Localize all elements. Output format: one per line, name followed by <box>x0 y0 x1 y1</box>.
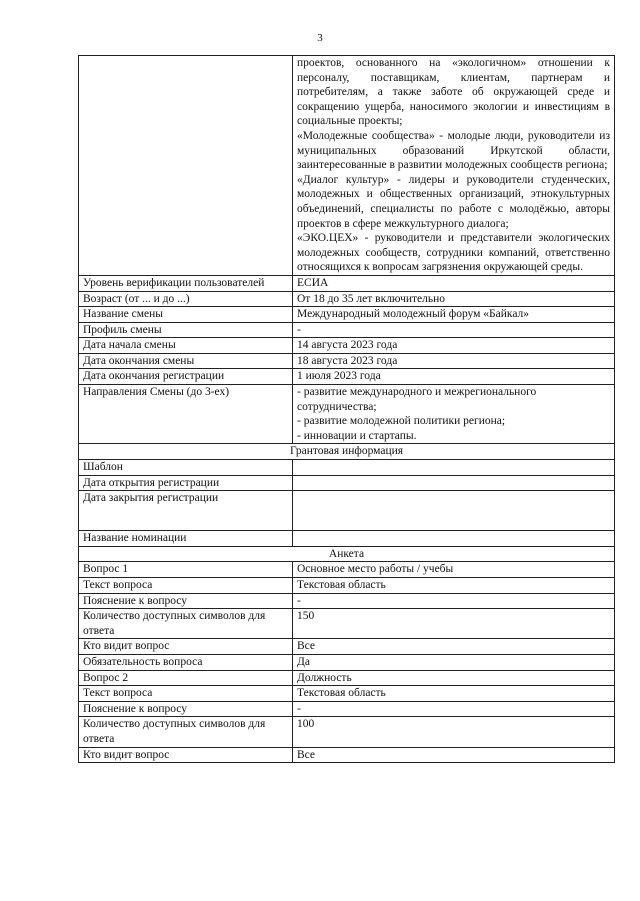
value-cell: ЕСИА <box>293 275 615 291</box>
label-cell: Вопрос 1 <box>79 562 293 578</box>
label-cell: Дата окончания смены <box>79 353 293 369</box>
value-cell: Все <box>293 747 615 763</box>
table-row <box>79 369 615 385</box>
table-row <box>79 609 615 639</box>
table-row <box>79 562 615 578</box>
table-row <box>79 491 615 531</box>
table-row <box>79 747 615 763</box>
table-row <box>79 56 615 276</box>
value-cell: - <box>293 593 615 609</box>
table-row <box>79 275 615 291</box>
value-cell: 18 августа 2023 года <box>293 353 615 369</box>
table-row <box>79 460 615 476</box>
value-cell <box>293 531 615 547</box>
value-cell: 150 <box>293 609 615 639</box>
label-cell: Название номинации <box>79 531 293 547</box>
value-cell: От 18 до 35 лет включительно <box>293 291 615 307</box>
label-cell: Уровень верификации пользователей <box>79 275 293 291</box>
table-row <box>79 475 615 491</box>
label-cell: Дата окончания регистрации <box>79 369 293 385</box>
paragraph: «Диалог культур» - лидеры и руководители студенческих, молодежных и общественных организаций, этнокультурных объединений, специалисты по работе с молодёжью, авторы проектов в сфере межкультурного диалога; <box>297 173 610 230</box>
value-cell <box>293 491 615 531</box>
list-item: - развитие международного и межрегионального сотрудничества; <box>297 386 537 413</box>
value-cell: 1 июля 2023 года <box>293 369 615 385</box>
value-cell: Да <box>293 654 615 670</box>
label-cell: Пояснение к вопросу <box>79 593 293 609</box>
label-cell: Дата закрытия регистрации <box>79 491 293 531</box>
table-row <box>79 701 615 717</box>
label-cell: Возраст (от ... и до ...) <box>79 291 293 307</box>
value-cell: - <box>293 701 615 717</box>
paragraph: «ЭКО.ЦЕХ» - руководители и представители экологических молодежных сообществ, сотрудники компаний, ответственно относящихся к вопросам загрязнения окружающей среды. <box>297 232 610 274</box>
table-row <box>79 291 615 307</box>
table-row <box>79 307 615 323</box>
page-number: 3 <box>317 32 323 44</box>
table-row <box>79 322 615 338</box>
directions-list <box>293 385 615 444</box>
table-row <box>79 639 615 655</box>
label-cell: Вопрос 2 <box>79 670 293 686</box>
table-row <box>79 578 615 594</box>
label-cell: Направления Смены (до 3-ех) <box>79 385 293 444</box>
label-cell: Кто видит вопрос <box>79 639 293 655</box>
label-cell: Кто видит вопрос <box>79 747 293 763</box>
section-title: Грантовая информация <box>79 444 615 460</box>
section-title: Анкета <box>79 546 615 562</box>
value-cell: 14 августа 2023 года <box>293 338 615 354</box>
paragraph: проектов, основанного на «экологичном» отношении к персоналу, поставщикам, клиентам, партнерам и потребителям, а также заботе об окружающей среде и сокращению ущерба, наносимого экологии и инвестициям в социальные проекты; <box>297 57 610 128</box>
list-item: - инновации и стартапы. <box>297 429 417 442</box>
value-cell: Текстовая область <box>293 578 615 594</box>
section-header-grant <box>79 444 615 460</box>
value-cell <box>293 475 615 491</box>
section-header-survey <box>79 546 615 562</box>
label-cell: Обязательность вопроса <box>79 654 293 670</box>
label-cell: Пояснение к вопросу <box>79 701 293 717</box>
value-cell: Все <box>293 639 615 655</box>
form-table <box>78 55 615 763</box>
table-row <box>79 593 615 609</box>
label-cell: Текст вопроса <box>79 578 293 594</box>
description-continuation <box>293 56 615 276</box>
value-cell <box>293 460 615 476</box>
table-row <box>79 670 615 686</box>
value-cell: 100 <box>293 717 615 747</box>
label-cell: Количество доступных символов для ответа <box>79 717 293 747</box>
table-row <box>79 654 615 670</box>
table-row <box>79 686 615 702</box>
value-cell: Международный молодежный форум «Байкал» <box>293 307 615 323</box>
value-cell: Должность <box>293 670 615 686</box>
label-cell: Количество доступных символов для ответа <box>79 609 293 639</box>
paragraph: «Молодежные сообщества» - молодые люди, руководители из муниципальных образований Иркутской области, заинтересованные в развитии молодежных сообществ региона; <box>297 129 610 172</box>
label-cell: Название смены <box>79 307 293 323</box>
value-cell: Текстовая область <box>293 686 615 702</box>
label-cell: Дата открытия регистрации <box>79 475 293 491</box>
table-row <box>79 717 615 747</box>
label-cell: Текст вопроса <box>79 686 293 702</box>
label-cell: Шаблон <box>79 460 293 476</box>
value-cell: Основное место работы / учебы <box>293 562 615 578</box>
table-row <box>79 531 615 547</box>
list-item: - развитие молодежной политики региона; <box>297 415 506 428</box>
table-row <box>79 385 615 444</box>
value-cell: - <box>293 322 615 338</box>
label-cell <box>79 56 293 276</box>
table-row <box>79 338 615 354</box>
label-cell: Профиль смены <box>79 322 293 338</box>
table-row <box>79 353 615 369</box>
label-cell: Дата начала смены <box>79 338 293 354</box>
